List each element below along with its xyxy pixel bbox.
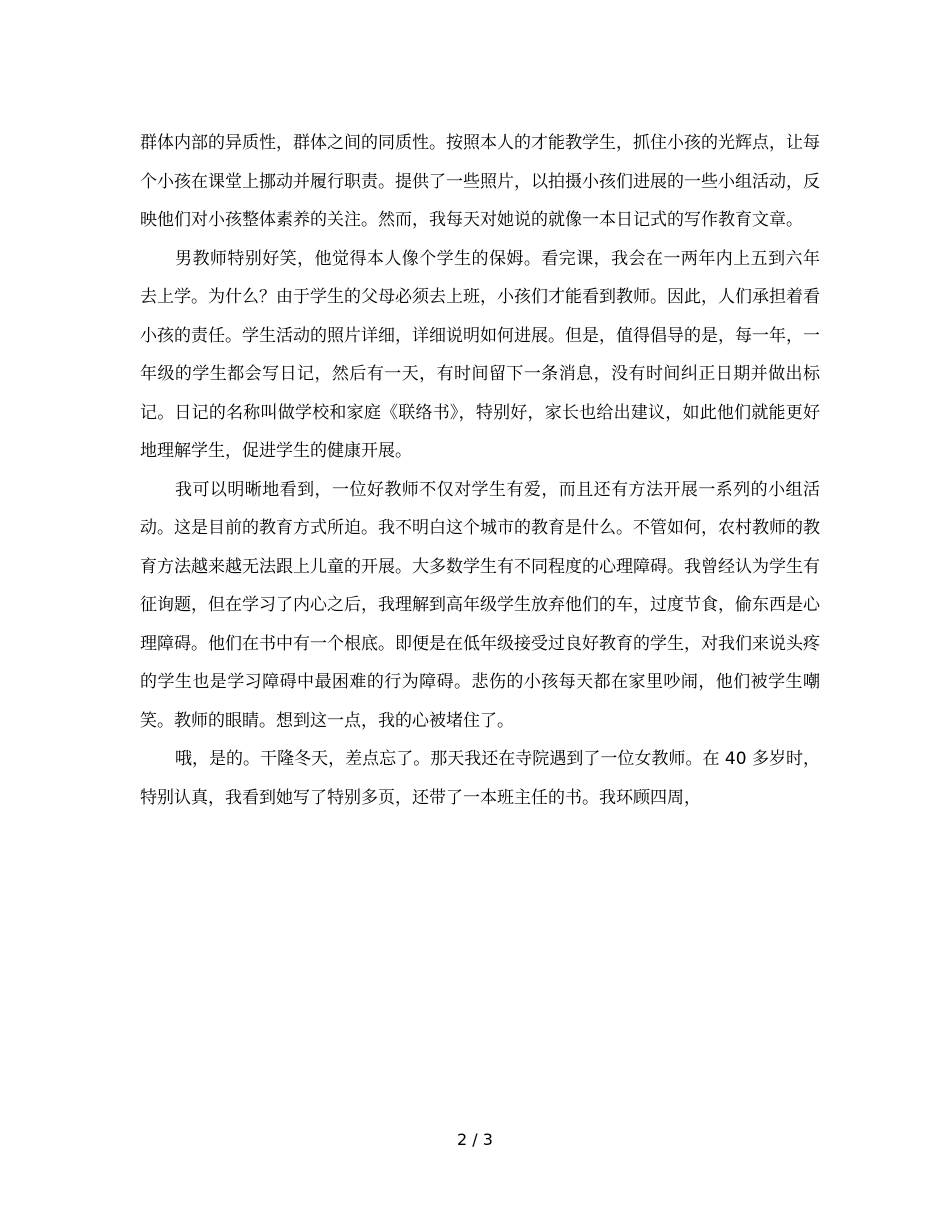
- page-number: 2 / 3: [457, 1130, 493, 1149]
- document-body: [140, 124, 820, 817]
- paragraph-2: 男教师特别好笑，他觉得本人像个学生的保姆。看完课，我会在一两年内上五到六年去上学。为什么？由于学生的父母必须去上班，小孩们才能看到教师。因此，人们承担着看小孩的责任。学生活动的照片详细，详细说明如何进展。但是，值得倡导的是，每一年，一年级的学生都会写日记，然后有一天，有时间留下一条消息，没有时间纠正日期并做出标记。日记的名称叫做学校和家庭《联络书》，特别好，家长也给出建议，如此他们就能更好地理解学生，促进学生的健康开展。: [140, 248, 820, 461]
- paragraph-4: 哦，是的。干隆冬天，差点忘了。那天我还在寺院遇到了一位女教师。在 40 多岁时，特别认真，我看到她写了特别多页，还带了一本班主任的书。我环顾四周，: [140, 749, 820, 808]
- paragraph-1: 群体内部的异质性，群体之间的同质性。按照本人的才能教学生，抓住小孩的光辉点，让每个小孩在课堂上挪动并履行职责。提供了一些照片，以拍摄小孩们进展的一些小组活动，反映他们对小孩整体素养的关注。然而，我每天对她说的就像一本日记式的写作教育文章。: [140, 133, 820, 230]
- paragraph-3: 我可以明晰地看到，一位好教师不仅对学生有爱，而且还有方法开展一系列的小组活动。这是目前的教育方式所迫。我不明白这个城市的教育是什么。不管如何，农村教师的教育方法越来越无法跟上儿童的开展。大多数学生有不同程度的心理障碍。我曾经认为学生有征询题，但在学习了内心之后，我理解到高年级学生放弃他们的车，过度节食，偷东西是心理障碍。他们在书中有一个根底。即便是在低年级接受过良好教育的学生，对我们来说头疼的学生也是学习障碍中最困难的行为障碍。悲伤的小孩每天都在家里吵闹，他们被学生嘲笑。教师的眼睛。想到这一点，我的心被堵住了。: [140, 479, 820, 731]
